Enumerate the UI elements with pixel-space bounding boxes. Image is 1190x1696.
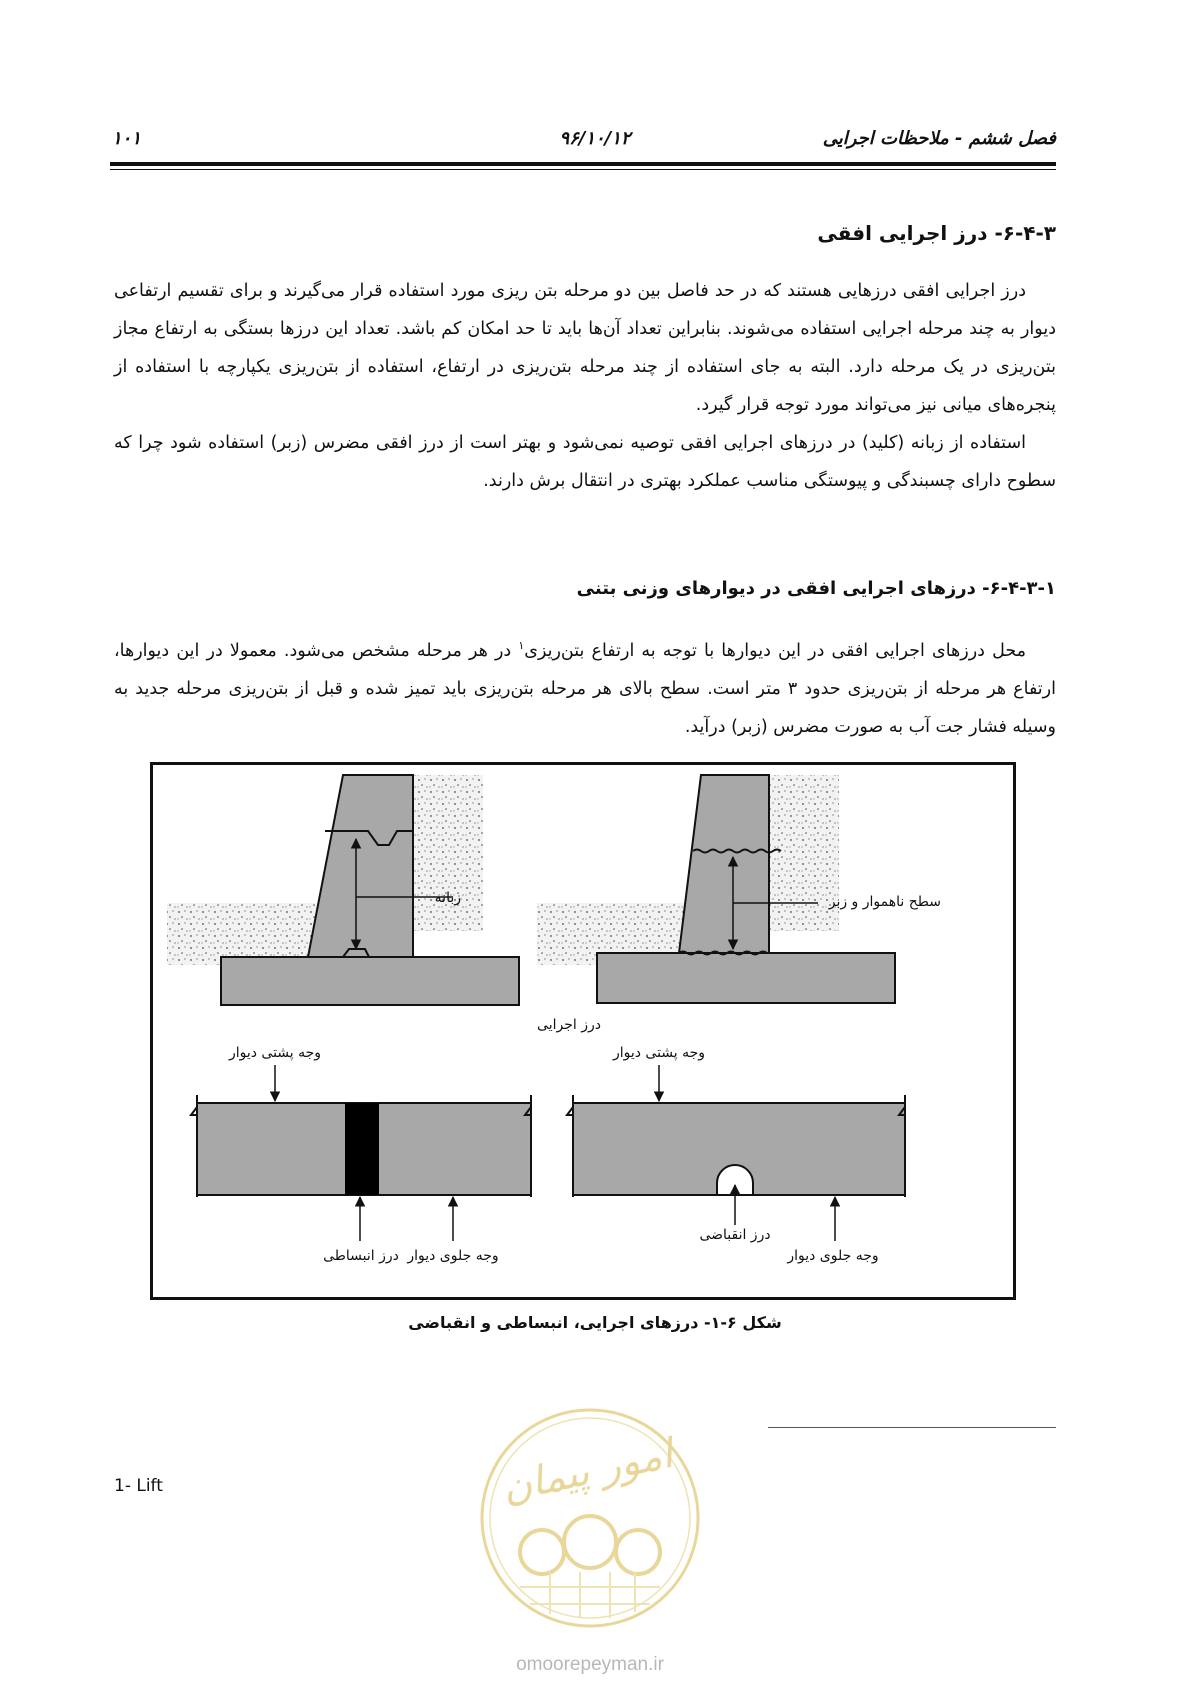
header-date: ۹۶/۱۰/۱۲ [559,128,631,149]
label-rough-surface: سطح ناهموار و زبر [828,894,941,910]
figure-drawing [153,765,1013,1297]
label-expansion-joint: درز انبساطی [323,1248,399,1264]
footnote-rule [768,1427,1056,1428]
right-plan-contraction [567,1045,905,1264]
paragraph-horizontal-joint: درز اجرایی افقی درزهایی هستند که در حد فاصل بین دو مرحله بتن ریزی مورد استفاده قرار می‌گیرند و برای تقسیم ارتفاعی دیوار به چند مرحله اجرایی استفاده می‌شوند. بنابراین تعداد آن‌ها باید تا حد امکان کم باشد. تعداد این درزها بستگی به ارتفاع مجاز بتن‌ریزی در یک مرحله دارد. البته به جای استفاده از چند مرحله بتن‌ریزی در ارتفاع، استفاده از بتن‌ریزی یکپارچه با استفاده از پنجره‌های میانی نیز می‌تواند مورد توجه قرار گیرد. [114,281,1056,415]
footnote-reference[interactable]: ۱ [518,639,525,652]
label-construction-joint: درز اجرایی [537,1017,601,1033]
expansion-joint-block [345,1103,379,1195]
right-wall-section [537,775,941,1003]
left-wall-section [167,775,519,1005]
label-key: زبانه [434,890,461,906]
left-wall-stem [308,775,413,957]
right-wall-stem [679,775,769,953]
subsection-heading: ۶-۴-۳-۱- درزهای اجرایی افقی در دیوارهای وزنی بتنی [576,578,1056,599]
figure-caption: شکل ۶-۱- درزهای اجرایی، انبساطی و انقباضی [408,1313,782,1332]
label-front-face-right: وجه جلوی دیوار [787,1248,879,1264]
header-rule-thin [110,169,1056,170]
footnote-text: 1- Lift [114,1476,163,1496]
label-front-face-left: وجه جلوی دیوار [407,1248,499,1264]
left-plan-expansion [191,1045,531,1264]
left-backfill-lower [167,903,327,965]
section-heading: ۶-۴-۳- درز اجرایی افقی [817,221,1056,245]
header-rule-thick [110,162,1056,166]
watermark-url: omoorepeyman.ir [516,1654,664,1675]
subsection-body [114,627,1056,746]
chapter-title: فصل ششم - ملاحظات اجرایی [822,128,1056,149]
section-body [114,272,1056,500]
watermark-logo-text: امور پیمان [497,1430,677,1512]
paragraph-key-recommendation: استفاده از زبانه (کلید) در درزهای اجرایی افقی توصیه نمی‌شود و بهتر است از درز افقی مضرس (زبر) استفاده شود چرا که سطوح دارای چسبندگی و پیوستگی مناسب عملکرد بهتری در انتقال برش دارند. [114,433,1056,491]
right-footing [597,953,895,1003]
left-backfill-upper [413,775,483,931]
left-footing [221,957,519,1005]
paragraph-gravity-walls [114,627,1056,746]
watermark-seal [470,1392,710,1692]
paragraph-text-part2: در هر مرحله مشخص می‌شود. معمولا در این دیوارها، ارتفاع هر مرحله از بتن‌ریزی حدود ۳ متر است. سطح بالای هر مرحله بتن‌ریزی باید تمیز شده و قبل از بتن‌ریزی مرحله جدید به وسیله فشار جت آب به صورت مضرس (زبر) درآید. [114,640,1056,737]
label-back-face-right: وجه پشتی دیوار [612,1045,706,1061]
label-back-face-left: وجه پشتی دیوار [228,1045,322,1061]
paragraph-text-part1: محل درزهای اجرایی افقی در این دیوارها با توجه به ارتفاع بتن‌ریزی [524,640,1027,661]
label-contraction-joint: درز انقباضی [699,1227,771,1243]
page-number: ۱۰۱ [112,128,142,149]
watermark-logo [470,1392,710,1692]
figure-joints [150,762,1016,1300]
